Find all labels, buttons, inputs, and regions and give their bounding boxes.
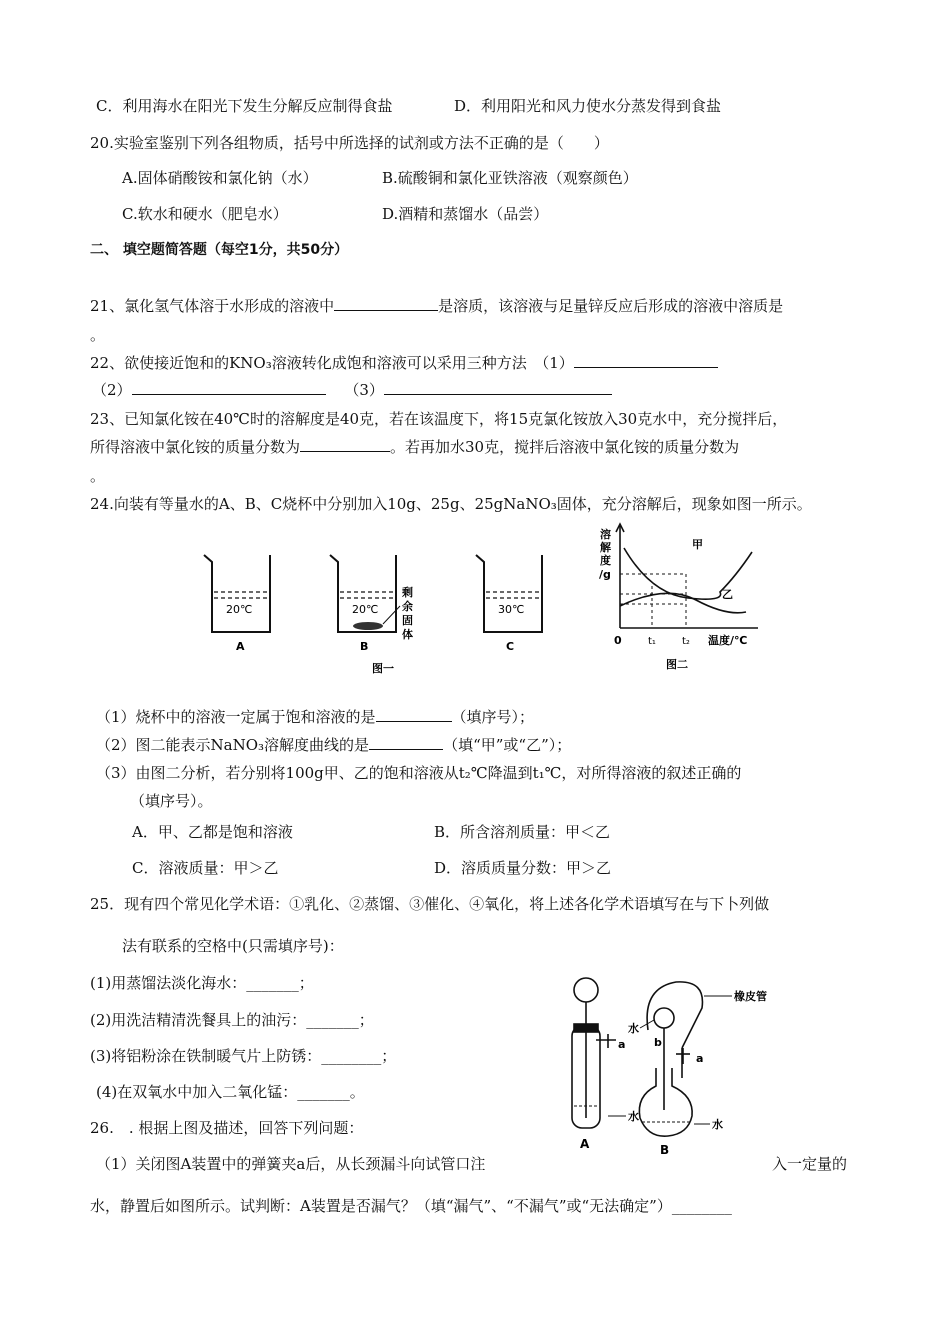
q20-option-c: C.软水和硬水（肥皂水）	[122, 205, 288, 223]
q22-label-3: （3）	[344, 381, 384, 399]
curve-yi-label: 乙	[722, 588, 733, 601]
q20-option-d: D.酒精和蒸馏水（品尝）	[382, 205, 549, 223]
beaker-b-label: B	[360, 640, 369, 653]
water-label-a: 水	[628, 1110, 639, 1123]
q23-line-2	[90, 437, 739, 457]
q22-blank-2[interactable]	[132, 380, 326, 395]
y-label-2: 解	[600, 541, 611, 554]
q21-text-pre: 21、氯化氢气体溶于水形成的溶液中	[90, 297, 335, 315]
q19-option-c: C．利用海水在阳光下发生分解反应制得食盐	[96, 97, 393, 115]
q24-sub-2	[96, 735, 571, 755]
q25-item-2: (2)用洗洁精清洗餐具上的油污：_______；	[90, 1011, 374, 1029]
q25-item-3: (3)将铝粉涂在铁制暖气片上防锈：________；	[90, 1047, 397, 1065]
residue-label-2: 余	[402, 600, 413, 613]
q26-sub1-line-2: 水，静置后如图所示。试判断：A装置是否漏气？（填“漏气”、“不漏气”或“无法确定”）________	[90, 1197, 732, 1215]
q24-blank-1[interactable]	[376, 707, 452, 722]
apparatus-figure	[556, 968, 786, 1164]
q24-sub2-text: （2）图二能表示NaNO₃溶解度曲线的是	[96, 736, 370, 754]
q24-sub-3-line-2: （填序号）。	[130, 792, 213, 810]
beaker-a-label: A	[236, 640, 245, 653]
valve-b-label: b	[654, 1036, 662, 1049]
apparatus-b-label: B	[660, 1143, 670, 1157]
q24-option-d: D．溶质质量分数：甲＞乙	[434, 859, 612, 877]
beaker-a-outline	[204, 555, 270, 632]
q22-line-1	[90, 353, 718, 373]
figure-1-caption: 图一	[372, 662, 394, 675]
y-label-3: 度	[600, 554, 611, 567]
figure-2-caption: 图二	[666, 658, 688, 671]
clip-a-label-left: a	[618, 1038, 626, 1051]
origin-label: 0	[614, 634, 622, 647]
q22-text-pre: 22、欲使接近饱和的KNO₃溶液转化成饱和溶液可以采用三种方法 （1）	[90, 354, 574, 372]
q22-blank-3[interactable]	[384, 380, 612, 395]
clip-a-label-right: a	[696, 1052, 704, 1065]
y-label-4: /g	[599, 568, 611, 581]
beaker-b-temp: 20℃	[352, 603, 379, 616]
beaker-c-outline	[476, 555, 542, 632]
q24-sub-3-line-1: （3）由图二分析，若分别将100g甲、乙的饱和溶液从t₂℃降温到t₁℃，对所得溶液的叙述正确的	[96, 764, 742, 782]
q24-option-c: C．溶液质量：甲＞乙	[132, 859, 279, 877]
q20-option-b: B.硫酸铜和氯化亚铁溶液（观察颜色）	[382, 169, 638, 187]
q24-option-a: A．甲、乙都是饱和溶液	[132, 823, 293, 841]
y-label-1: 溶	[600, 528, 611, 541]
q24-option-b: B．所含溶剂质量：甲＜乙	[434, 823, 611, 841]
q25-line-2: 法有联系的空格中(只需填序号)：	[122, 937, 344, 955]
q22-line-2	[92, 380, 612, 400]
q25-line-1: 25．现有四个常见化学术语：①乳化、②蒸馏、③催化、④氧化，将上述各化学术语填写在与下卜列做	[90, 895, 770, 913]
q23-text-pre: 所得溶液中氯化铵的质量分数为	[90, 438, 301, 456]
q20-stem: 20.实验室鉴别下列各组物质，括号中所选择的试剂或方法不正确的是（ ）	[90, 134, 609, 152]
funnel-bulb-b	[654, 1008, 674, 1028]
x-axis-label: 温度/℃	[708, 634, 748, 647]
section-2-heading: 二、 填空题简答题（每空1分，共50分）	[90, 242, 349, 258]
q25-item-4: (4)在双氧水中加入二氧化锰：_______。	[96, 1083, 365, 1101]
q22-label-2: （2）	[92, 381, 132, 399]
apparatus-a-label: A	[580, 1137, 590, 1151]
q23-text-post: 。若再加水30克，搅拌后溶液中氯化铵的质量分数为	[390, 438, 740, 456]
q21-end: 。	[90, 326, 106, 344]
q19-option-d: D．利用阳光和风力使水分蒸发得到食盐	[454, 97, 722, 115]
water-label-b: 水	[712, 1118, 723, 1131]
figure-2-solubility-graph	[596, 520, 772, 680]
q24-blank-2[interactable]	[369, 735, 443, 750]
residue-label-4: 体	[402, 628, 413, 641]
q21-blank-1[interactable]	[334, 296, 438, 311]
beaker-c-temp: 30℃	[498, 603, 525, 616]
funnel-bulb-a	[574, 978, 598, 1002]
q26-stem: 26. . 根据上图及描述，回答下列问题：	[90, 1119, 364, 1137]
q23-blank-1[interactable]	[300, 437, 390, 452]
q22-blank-1[interactable]	[574, 353, 718, 368]
q24-stem: 24.向装有等量水的A、B、C烧杯中分别加入10g、25g、25gNaNO₃固体，充分溶解后，现象如图一所示。	[90, 495, 812, 513]
residue-label-1: 剩	[402, 586, 413, 599]
residue-label-3: 固	[402, 614, 413, 627]
residual-solid	[353, 622, 383, 630]
curve-jia-label: 甲	[692, 538, 703, 551]
q20-option-a: A.固体硝酸铵和氯化钠（水）	[122, 169, 318, 187]
rubber-tube-label: 橡皮管	[734, 990, 767, 1003]
q24-sub1-hint: （填序号）；	[451, 708, 535, 726]
q21-line	[90, 296, 783, 316]
beaker-a-temp: 20℃	[226, 603, 253, 616]
q24-sub-1	[96, 707, 534, 727]
beaker-c-label: C	[506, 640, 515, 653]
q23-end: 。	[90, 467, 106, 485]
q21-text-post: 是溶质，该溶液与足量锌反应后形成的溶液中溶质是	[438, 297, 784, 315]
q26-sub1-left: （1）关闭图A装置中的弹簧夹a后，从长颈漏斗向试管口注	[96, 1155, 486, 1173]
water-label-top: 水	[628, 1022, 639, 1035]
q24-sub2-hint: （填“甲”或“乙”）；	[443, 736, 572, 754]
q25-item-1: (1)用蒸馏法淡化海水：_______；	[90, 974, 314, 992]
t2-label: t₂	[682, 636, 690, 647]
t1-label: t₁	[648, 636, 656, 647]
flask-b	[639, 1068, 692, 1136]
q23-line-1: 23、已知氯化铵在40℃时的溶解度是40克，若在该温度下，将15克氯化铵放入30克水中，充分搅拌后，	[90, 410, 788, 428]
q26-sub1-right: 入一定量的	[772, 1155, 848, 1173]
q24-sub1-text: （1）烧杯中的溶液一定属于饱和溶液的是	[96, 708, 376, 726]
figure-1-beakers	[190, 540, 550, 680]
